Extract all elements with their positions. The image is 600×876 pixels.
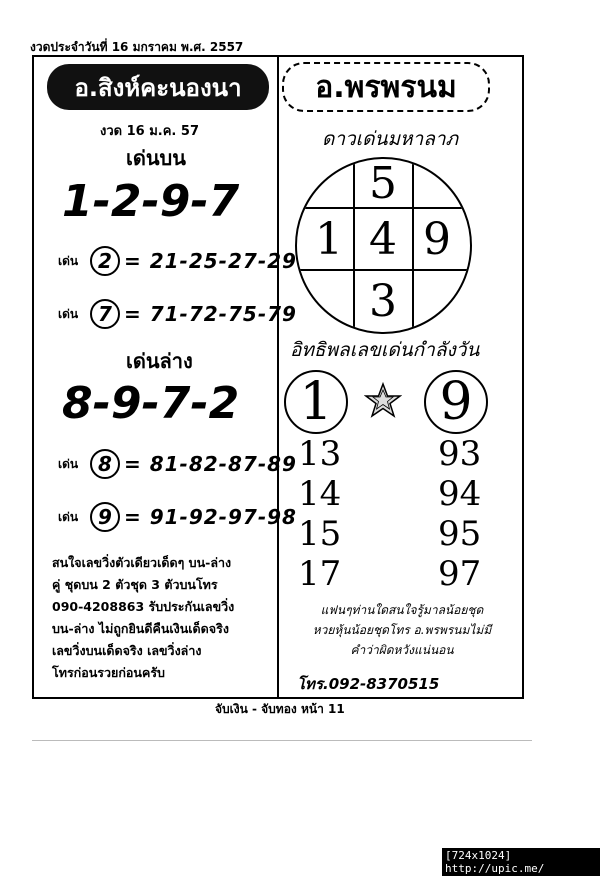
star-label: ดาวเด่นมหาลาภ: [322, 128, 459, 150]
lower-main-numbers: 8-9-7-2: [62, 378, 240, 429]
grid-center-digit: 4: [369, 213, 397, 265]
contact-phone: โทร.092-8370515: [297, 675, 440, 693]
pair-left: 14: [298, 474, 342, 514]
right-note: [292, 600, 512, 660]
watermark: [724x1024] http://upic.me/: [442, 848, 600, 876]
right-title-banner: อ.พรพรนม: [282, 62, 490, 112]
lucky-left-digit: 1: [284, 370, 348, 434]
note-line: บน-ล่าง ไม่ถูกยินดีคืนเงินเด็ดจริง: [52, 621, 229, 636]
number-grid: [295, 157, 472, 334]
page-footer: จับเงิน - จับทอง หน้า 11: [215, 702, 345, 716]
star-icon: [364, 382, 402, 424]
row-label: เด่น: [58, 509, 79, 524]
grid-right-digit: 9: [423, 213, 451, 265]
pair-left: 13: [298, 434, 342, 474]
note-line: คำว่าผิดหวังแน่นอน: [350, 643, 454, 657]
grid-line: [297, 269, 470, 271]
lucky-right-digit: 9: [424, 370, 488, 434]
upper-row-1: [58, 243, 297, 279]
row-values: = 21-25-27-29: [124, 249, 297, 273]
left-note: [52, 552, 268, 684]
grid-bottom-digit: 3: [369, 275, 397, 327]
note-line: โทรก่อนรวยก่อนครับ: [52, 665, 165, 680]
pair-right: 95: [438, 514, 482, 554]
lower-row-2: [58, 499, 297, 535]
circled-digit: 9: [90, 502, 120, 532]
pair-right: 93: [438, 434, 482, 474]
row-values: = 81-82-87-89: [124, 452, 297, 476]
lower-label: เด่นล่าง: [126, 349, 193, 373]
row-label: เด่น: [58, 253, 79, 268]
pair-right: 94: [438, 474, 482, 514]
row-label: เด่น: [58, 306, 79, 321]
pair-right: 97: [438, 554, 482, 594]
grid-top-digit: 5: [369, 157, 397, 209]
upper-main-numbers: 1-2-9-7: [62, 176, 240, 227]
note-line: คู่ ชุดบน 2 ตัวชุด 3 ตัวบนโทร: [52, 577, 218, 592]
upper-label: เด่นบน: [126, 146, 186, 170]
note-line: เลขวิ่งบนเด็ดจริง เลขวิ่งล่าง: [52, 643, 202, 658]
lower-row-1: [58, 446, 297, 482]
row-values: = 91-92-97-98: [124, 505, 297, 529]
upper-row-2: [58, 296, 297, 332]
issue-header: งวดประจำวันที่ 16 มกราคม พ.ศ. 2557: [30, 40, 244, 54]
note-line: สนใจเลขวิ่งตัวเดียวเด็ดๆ บน-ล่าง: [52, 555, 232, 570]
note-line: 090-4208863 รับประกันเลขวิ่ง: [52, 599, 235, 614]
pair-left: 15: [298, 514, 342, 554]
note-line: หวยหุ้นน้อยชุดโทร อ.พรพรนมไม่มี: [312, 623, 492, 637]
column-divider: [277, 55, 279, 697]
left-title-banner: อ.สิงห์คะนองนา: [47, 64, 269, 110]
circled-digit: 8: [90, 449, 120, 479]
circled-digit: 7: [90, 299, 120, 329]
note-line: แฟนๆท่านใดสนใจรู้มาลน้อยชุด: [320, 603, 484, 617]
row-values: = 71-72-75-79: [124, 302, 297, 326]
influence-label: อิทธิพลเลขเด่นกำลังวัน: [290, 339, 480, 361]
pair-left: 17: [298, 554, 342, 594]
grid-left-digit: 1: [315, 213, 343, 265]
row-label: เด่น: [58, 456, 79, 471]
circled-digit: 2: [90, 246, 120, 276]
bottom-rule: [32, 740, 532, 741]
draw-date: งวด 16 ม.ค. 57: [100, 124, 199, 139]
